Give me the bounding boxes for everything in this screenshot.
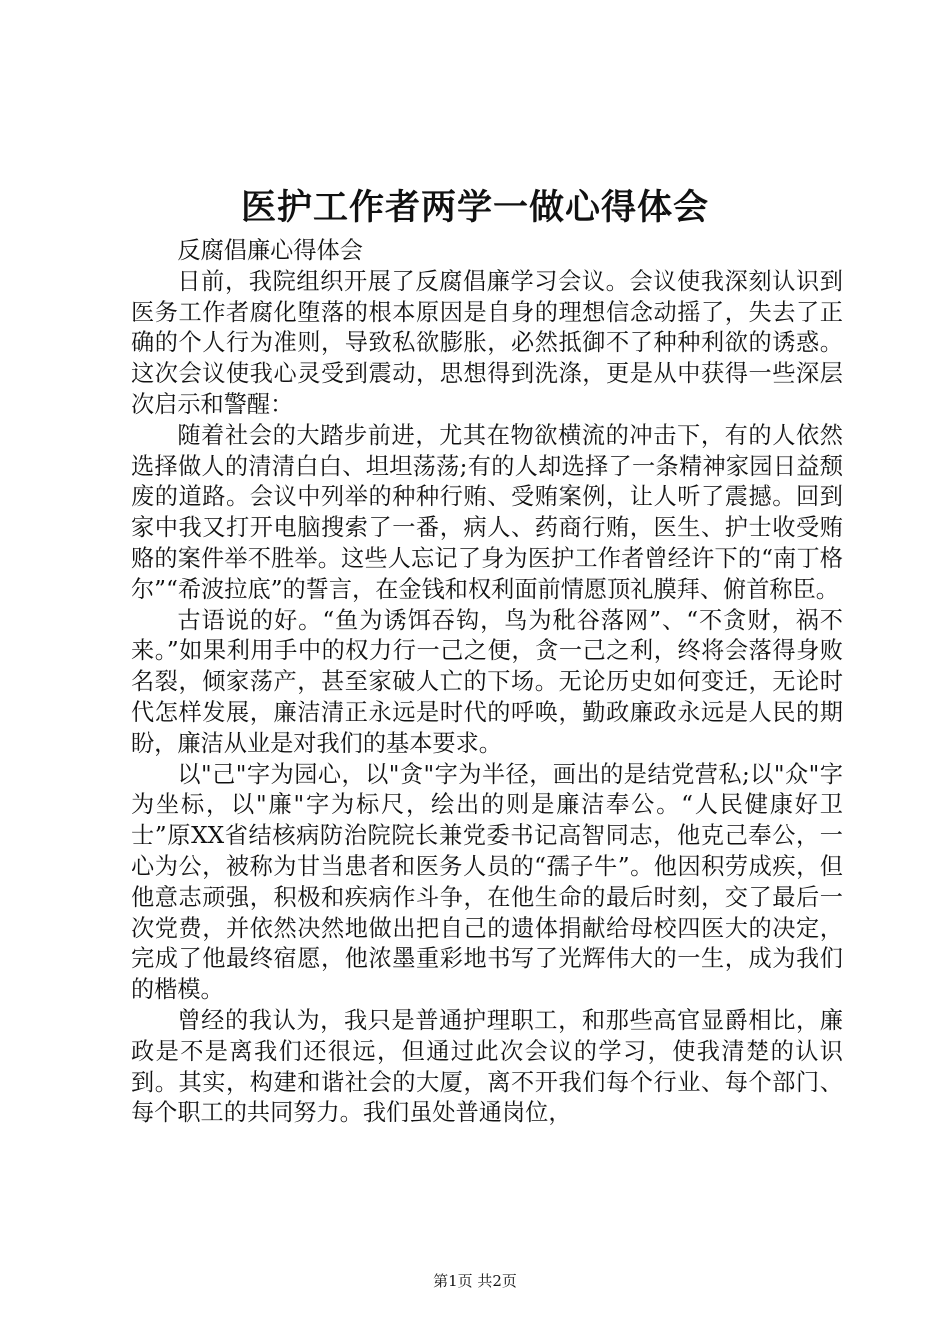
document-body: [131, 236, 843, 1129]
body-paragraph: 曾经的我认为，我只是普通护理职工，和那些高官显爵相比，廉政是不是离我们还很远，但通过此次会议的学习，使我清楚的认识到。其实，构建和谐社会的大厦，离不开我们每个行业、每个部门、每个职工的共同努力。我们虽处普通岗位，: [131, 1006, 843, 1127]
document-title: 医护工作者两学一做心得体会: [240, 187, 709, 228]
body-paragraph: 反腐倡廉心得体会: [177, 237, 363, 264]
body-paragraph: 日前，我院组织开展了反腐倡廉学习会议。会议使我深刻认识到医务工作者腐化堕落的根本原因是自身的理想信念动摇了，失去了正确的个人行为准则，导致私欲膨胀，必然抵御不了种种利欲的诱惑。这次会议使我心灵受到震动，思想得到洗涤，更是从中获得一些深层次启示和警醒：: [131, 267, 843, 418]
body-paragraph: 以"己"字为园心，以"贪"字为半径，画出的是结党营私;以"众"字为坐标，以"廉"字为标尺，绘出的则是廉洁奉公。“人民健康好卫士”原XX省结核病防治院院长兼党委书记高智同志，他克己奉公，一心为公，被称为甘当患者和医务人员的“孺子牛”。他因积劳成疾，但他意志顽强，积极和疾病作斗争，在他生命的最后时刻，交了最后一次党费，并依然决然地做出把自己的遗体捐献给母校四医大的决定，完成了他最终宿愿，他浓墨重彩地书写了光辉伟大的一生，成为我们的楷模。: [131, 760, 843, 1004]
body-paragraph: 随着社会的大踏步前进，尤其在物欲横流的冲击下，有的人依然选择做人的清清白白、坦坦荡荡;有的人却选择了一条精神家园日益颓废的道路。会议中列举的种种行贿、受贿案例，让人听了震撼。回到家中我又打开电脑搜索了一番，病人、药商行贿，医生、护士收受贿赂的案件举不胜举。这些人忘记了身为医护工作者曾经许下的“南丁格尔”“希波拉底”的誓言，在金钱和权利面前情愿顶礼膜拜、俯首称臣。: [131, 421, 843, 603]
body-paragraph: 古语说的好。“鱼为诱饵吞钩，鸟为秕谷落网”、“不贪财，祸不来。”如果利用手中的权力行一己之便，贪一己之利，终将会落得身败名裂，倾家荡产，甚至家破人亡的下场。无论历史如何变迁，无论时代怎样发展，廉洁清正永远是时代的呼唤，勤政廉政永远是人民的期盼，廉洁从业是对我们的基本要求。: [131, 606, 843, 757]
page-footer: 第1页 共2页: [433, 1272, 517, 1290]
